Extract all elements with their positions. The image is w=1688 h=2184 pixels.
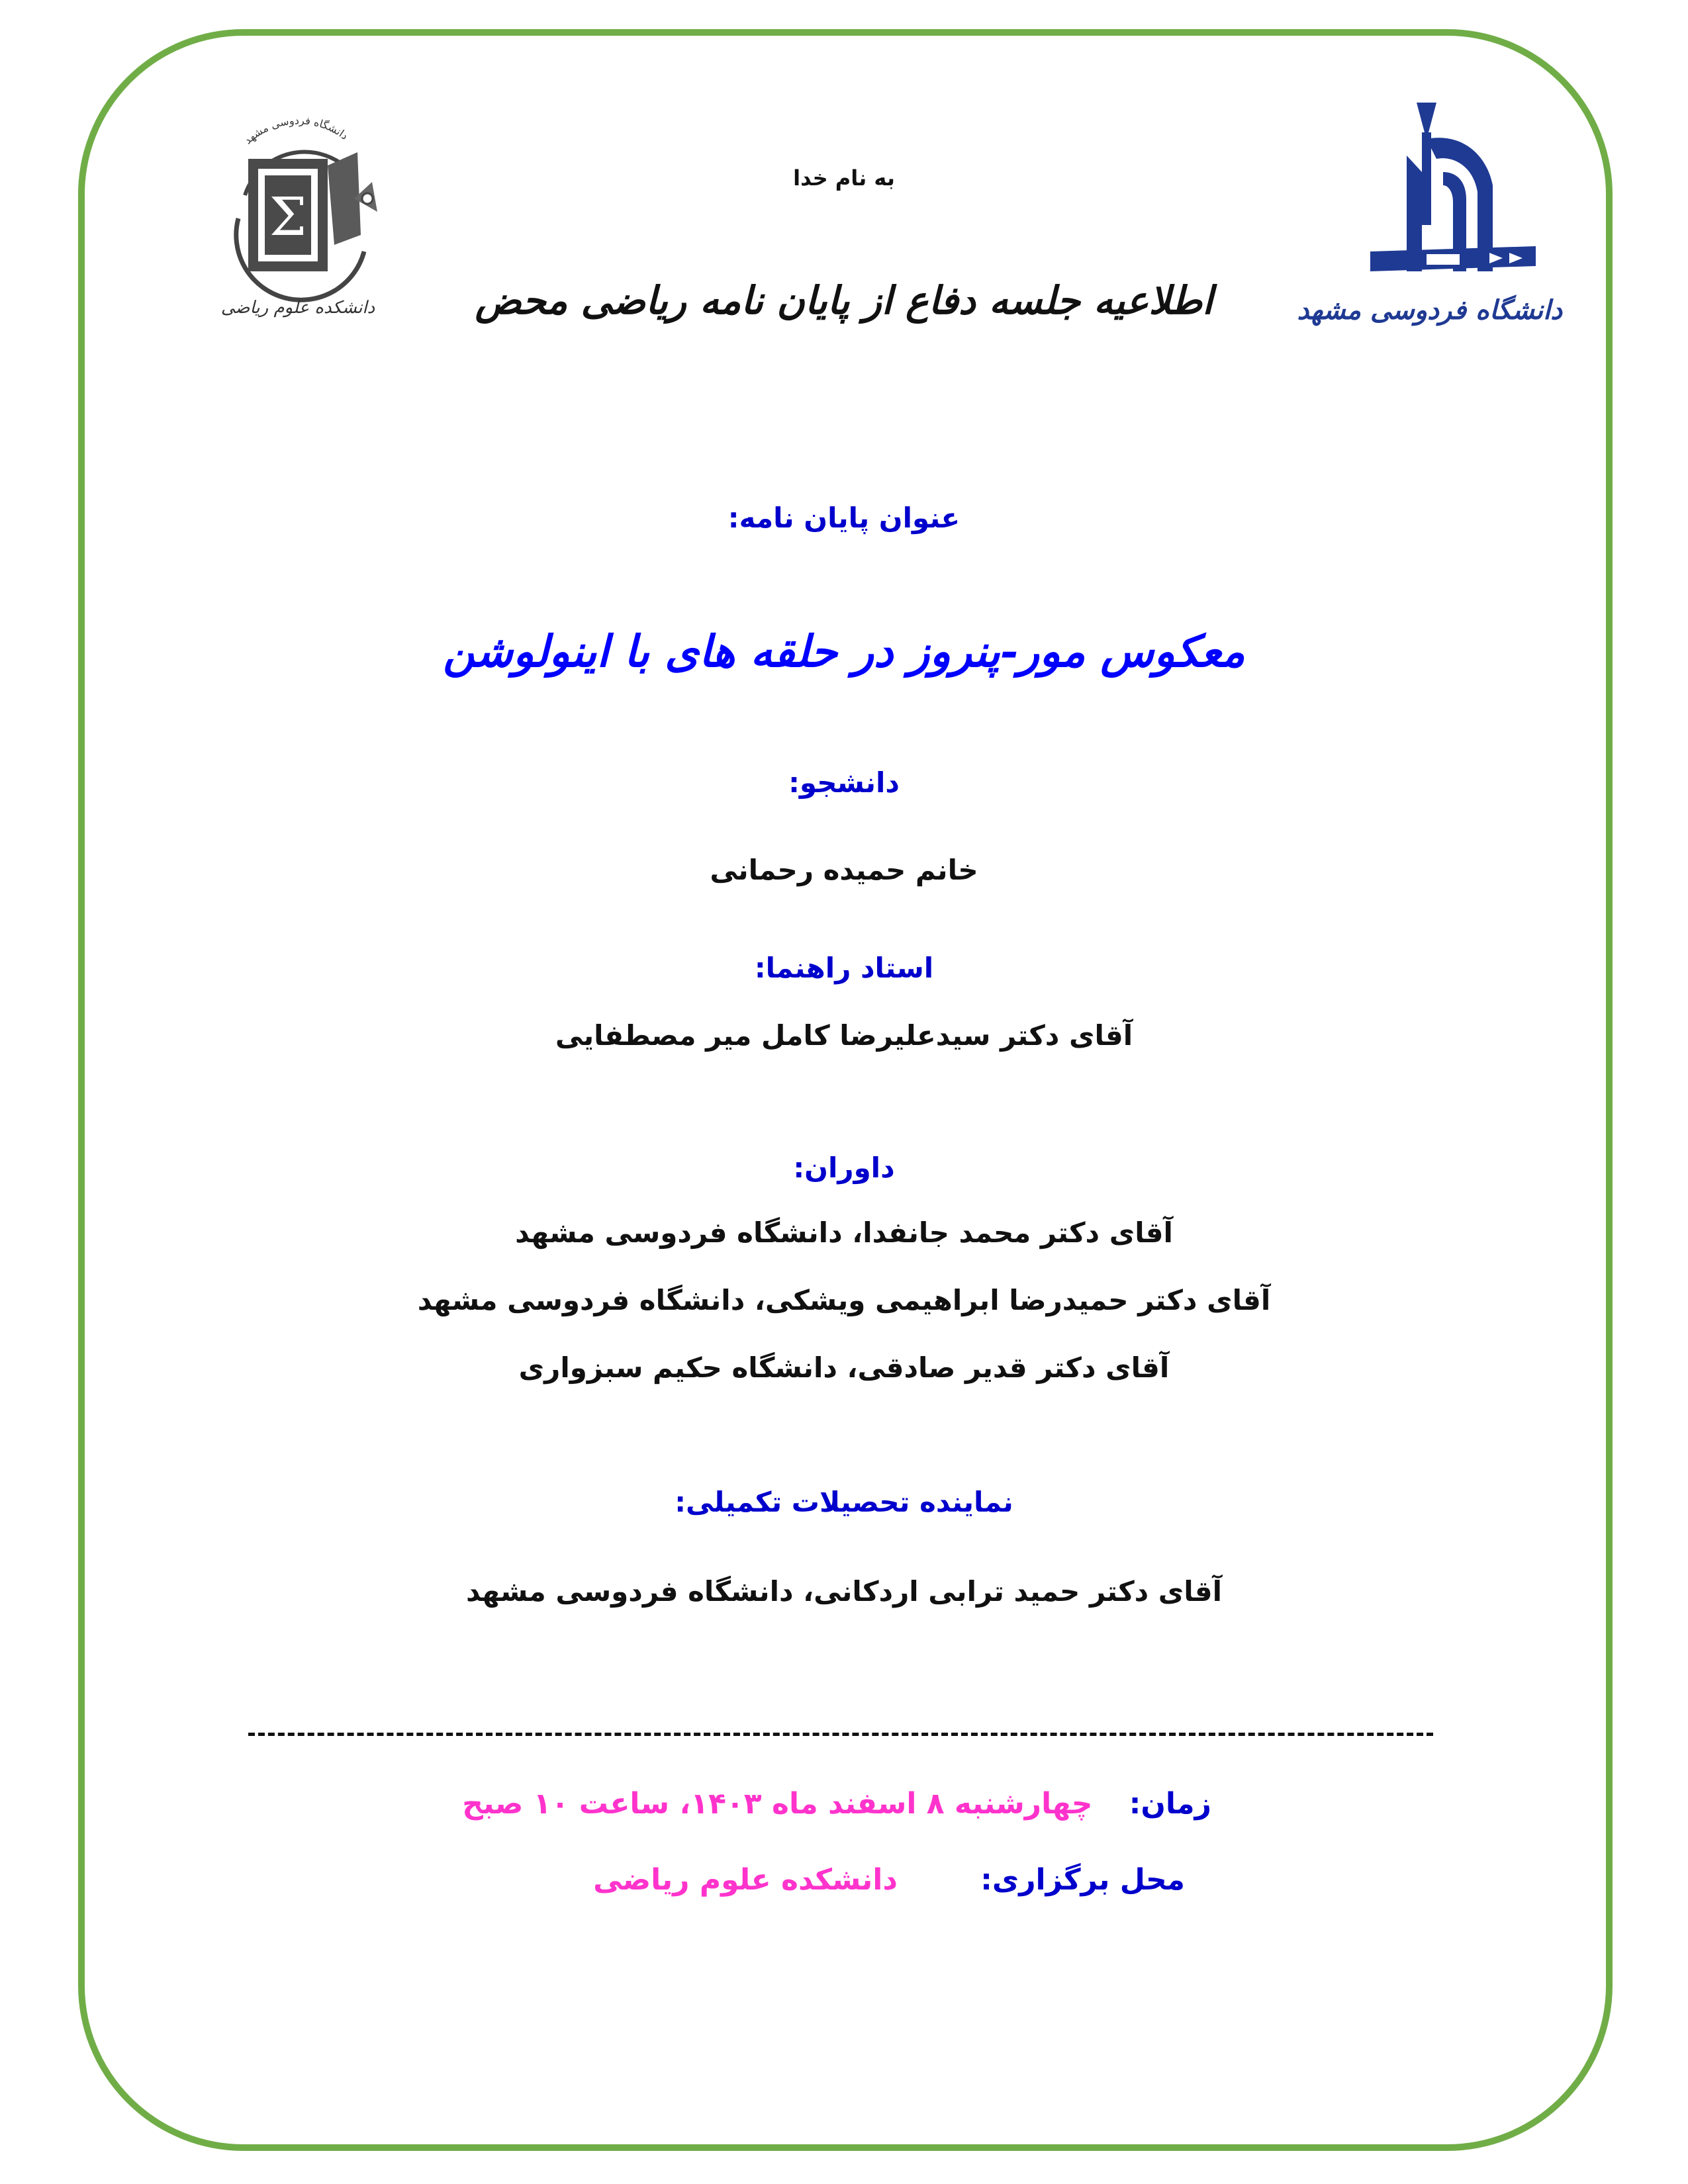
referee-item: آقای دکتر قدیر صادقی، دانشگاه حکیم سبزواری [518,1351,1170,1384]
ferdowsi-university-logo-icon [1344,93,1562,291]
bismillah: به نام خدا [793,165,895,191]
referee-item: آقای دکتر حمیدرضا ابراهیمی ویشکی، دانشگاه فردوسی مشهد [417,1284,1271,1316]
announcement-title: اطلاعیه جلسه دفاع از پایان نامه ریاضی محض [475,278,1213,323]
schedule-time-row [462,1787,1211,1821]
graduate-rep-label: نماینده تحصیلات تکمیلی: [675,1486,1013,1518]
svg-text:Σ: Σ [269,186,307,248]
university-logo-caption: دانشگاه فردوسی مشهد [1297,295,1562,326]
student-label: دانشجو: [788,766,900,799]
advisor-label: استاد راهنما: [754,952,934,984]
student-name: خانم حمیده رحمانی [710,854,978,886]
faculty-logo-arc-text: دانشگاه فردوسی مشهد [241,114,351,147]
referee-item: آقای دکتر محمد جانفدا، دانشگاه فردوسی مشهد [515,1216,1173,1249]
faculty-logo-caption: دانشکده علوم ریاضی [220,298,375,318]
place-label: محل برگزاری: [980,1863,1185,1897]
referees-label: داوران: [793,1152,895,1184]
dashed-divider [248,1733,1433,1736]
time-value: چهارشنبه ۸ اسفند ماه ۱۴۰۳، ساعت ۱۰ صبح [462,1787,1093,1821]
time-label: زمان: [1129,1787,1211,1821]
thesis-title: معکوس مور-پنروز در حلقه های با اینولوشن [443,625,1245,677]
advisor-name: آقای دکتر سیدعلیرضا کامل میر مصطفایی [555,1019,1133,1052]
place-value: دانشکده علوم ریاضی [593,1863,898,1897]
thesis-title-label: عنوان پایان نامه: [727,502,961,534]
graduate-rep-name: آقای دکتر حمید ترابی اردکانی، دانشگاه فردوسی مشهد [466,1575,1222,1608]
schedule-place-row [593,1863,1185,1897]
